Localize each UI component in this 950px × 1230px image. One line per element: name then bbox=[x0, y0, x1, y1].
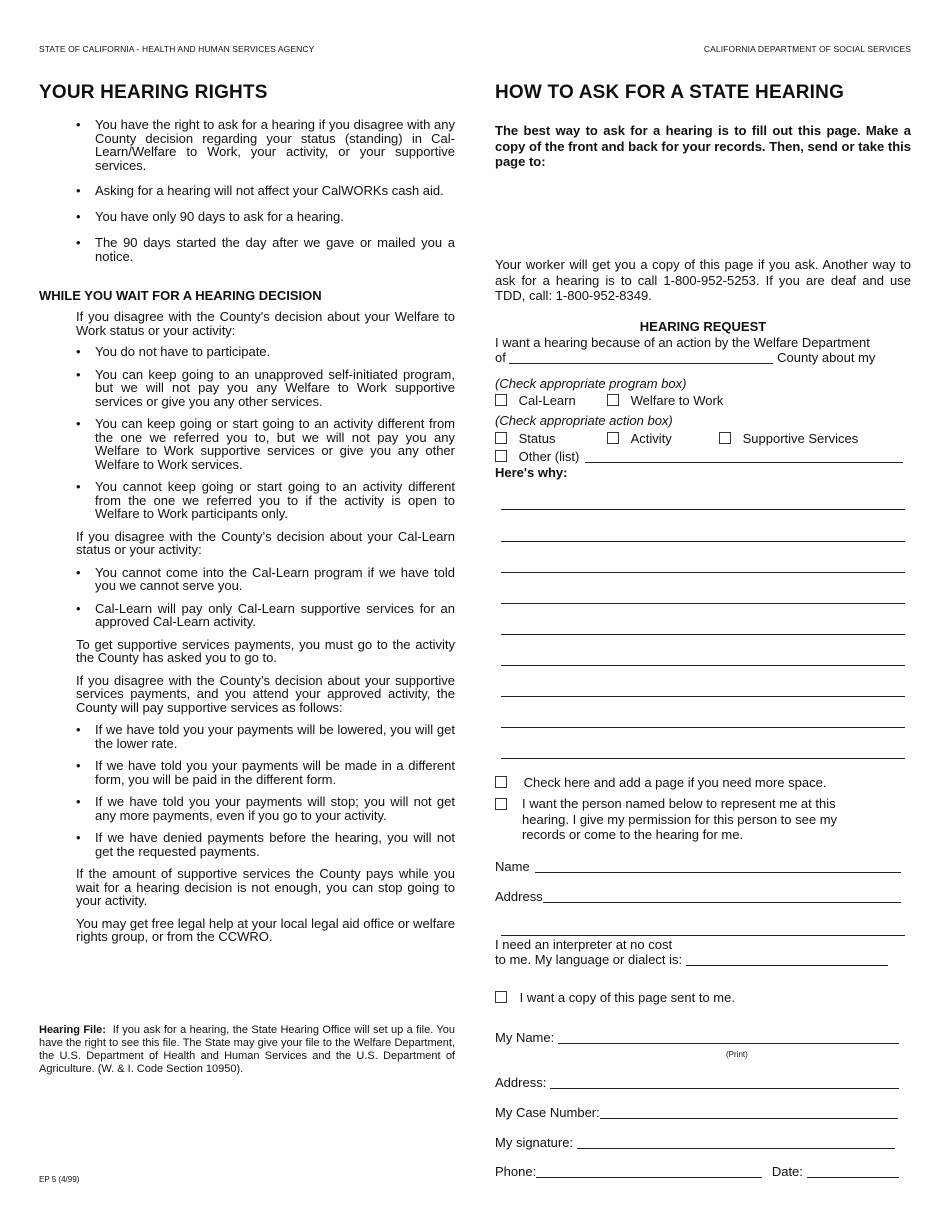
more-space-label: Check here and add a page if you need more space. bbox=[523, 775, 827, 790]
welfare-to-work-checkbox[interactable] bbox=[607, 394, 619, 406]
list-item: • If we have told you your payments will be lowered, you will get the lower rate. bbox=[39, 723, 455, 750]
list-item: • You cannot come into the Cal-Learn program if we have told you we cannot serve you. bbox=[39, 566, 455, 593]
signature-label: My signature: bbox=[495, 1135, 574, 1150]
signature-field[interactable] bbox=[577, 1136, 895, 1149]
my-address-row bbox=[495, 1075, 899, 1090]
list-item: • The 90 days started the day after we gave or mailed you a notice. bbox=[39, 236, 455, 263]
phone-field[interactable] bbox=[536, 1165, 762, 1178]
address-field[interactable] bbox=[543, 890, 901, 903]
instructions-text: The best way to ask for a hearing is to fill out this page. Make a copy of the front and back for your records. Then, send or take this page to: bbox=[495, 123, 911, 169]
list-item: • You have the right to ask for a hearing if you disagree with any County decision regarding your status (standing) in Cal-Learn/Welfare to Work, your activity, or your supportive services. bbox=[39, 118, 455, 172]
represent-option bbox=[495, 796, 905, 843]
why-line[interactable] bbox=[501, 572, 905, 573]
legal-help-para: You may get free legal help at your local legal aid office or welfare rights group, or from the CCWRO. bbox=[76, 915, 455, 944]
county-line bbox=[495, 350, 875, 365]
payments-list bbox=[39, 723, 455, 858]
list-item: • Asking for a hearing will not affect your CalWORKs cash aid. bbox=[39, 184, 455, 198]
list-item: • You can keep going or start going to an activity different from the one we referred you to, but we will not pay you any Welfare to Work supportive services or give you any other Welfare to Work services. bbox=[39, 417, 455, 471]
address-row bbox=[495, 889, 901, 904]
welfare-to-work-label: Welfare to Work bbox=[630, 393, 724, 408]
status-checkbox[interactable] bbox=[495, 432, 507, 444]
wait-heading: WHILE YOU WAIT FOR A HEARING DECISION bbox=[39, 288, 322, 303]
supportive-para: To get supportive services payments, you must go to the activity the County has asked you to go to. bbox=[76, 636, 455, 665]
state-hearing-title: HOW TO ASK FOR A STATE HEARING bbox=[495, 82, 845, 103]
other-field[interactable] bbox=[585, 450, 903, 463]
copy-checkbox[interactable] bbox=[495, 991, 507, 1003]
hearing-file-note bbox=[39, 1024, 455, 1076]
supportive-services-label: Supportive Services bbox=[742, 431, 859, 446]
rights-list bbox=[39, 118, 455, 263]
date-field[interactable] bbox=[807, 1165, 899, 1178]
why-label: Here's why: bbox=[495, 465, 568, 480]
interpreter-label: to me. My language or dialect is: bbox=[495, 952, 683, 967]
welfare-option bbox=[607, 393, 723, 408]
print-label: (Print) bbox=[726, 1050, 748, 1059]
supportive-option bbox=[719, 431, 858, 446]
form-number: EP 5 (4/99) bbox=[39, 1175, 80, 1184]
county-about-label: County about my bbox=[777, 350, 876, 365]
wtw-intro: If you disagree with the County's decision about your Welfare to Work status or your activity: bbox=[76, 309, 455, 338]
wtw-list bbox=[39, 345, 455, 521]
my-address-label: Address: bbox=[495, 1075, 547, 1090]
name-label: Name bbox=[495, 859, 530, 874]
name-field[interactable] bbox=[535, 860, 901, 873]
phone-date-row bbox=[495, 1164, 899, 1179]
case-number-field[interactable] bbox=[600, 1106, 898, 1119]
hearing-request-title: HEARING REQUEST bbox=[639, 319, 767, 334]
hearing-rights-title: YOUR HEARING RIGHTS bbox=[39, 82, 268, 103]
why-line[interactable] bbox=[501, 509, 905, 510]
supportive-services-checkbox[interactable] bbox=[719, 432, 731, 444]
worker-phone-text: Your worker will get you a copy of this page if you ask. Another way to ask for a hearing is to call 1-800-952-5253. If you are deaf and use TDD, call: 1-800-952-8349. bbox=[495, 257, 911, 303]
hearing-file-text: If you ask for a hearing, the State Hearing Office will set up a file. You have the right to see this file. The State may give your file to the Welfare Department, the U.S. Department of Health and Human Services and the U.S. Department of Agriculture. (W. & I. Code Section 10950). bbox=[39, 1024, 455, 1075]
list-item: • If we have denied payments before the hearing, you will not get the requested payments. bbox=[39, 831, 455, 858]
case-number-label: My Case Number: bbox=[495, 1105, 600, 1120]
why-line[interactable] bbox=[501, 665, 905, 666]
payments-intro: If you disagree with the County’s decision about your supportive services payments, and you attend your approved activity, the County will pay supportive services as follows: bbox=[76, 672, 455, 715]
other-checkbox[interactable] bbox=[495, 450, 507, 462]
signature-row bbox=[495, 1135, 895, 1150]
department-header: CALIFORNIA DEPARTMENT OF SOCIAL SERVICES bbox=[703, 44, 911, 54]
program-options bbox=[495, 393, 576, 408]
copy-option bbox=[495, 990, 735, 1005]
why-line[interactable] bbox=[501, 634, 905, 635]
my-name-label: My Name: bbox=[495, 1030, 555, 1045]
activity-checkbox[interactable] bbox=[607, 432, 619, 444]
language-field[interactable] bbox=[686, 953, 888, 966]
other-label: Other (list) bbox=[518, 449, 580, 464]
amount-para: If the amount of supportive services the County pays while you wait for a hearing decision is not enough, you can stop going to your activity. bbox=[76, 866, 455, 908]
case-number-row bbox=[495, 1105, 898, 1120]
list-item: • You do not have to participate. bbox=[39, 345, 455, 359]
address-line-2[interactable] bbox=[501, 935, 905, 936]
hearing-rights-column bbox=[39, 82, 455, 944]
interpreter-row bbox=[495, 952, 888, 967]
list-item: • You can keep going to an unapproved self-initiated program, but we will not pay you any Welfare to Work supportive services or give you any other services. bbox=[39, 368, 455, 409]
cal-learn-list bbox=[39, 566, 455, 629]
why-line[interactable] bbox=[501, 727, 905, 728]
name-row bbox=[495, 859, 901, 874]
why-line[interactable] bbox=[501, 758, 905, 759]
represent-checkbox[interactable] bbox=[495, 798, 507, 810]
list-item: • You have only 90 days to ask for a hearing. bbox=[39, 210, 455, 224]
program-hint: (Check appropriate program box) bbox=[495, 376, 687, 391]
state-hearing-column bbox=[495, 82, 911, 1202]
action-hint: (Check appropriate action box) bbox=[495, 413, 673, 428]
phone-label: Phone: bbox=[495, 1164, 537, 1179]
more-space-checkbox[interactable] bbox=[495, 776, 507, 788]
hearing-file-label: Hearing File: bbox=[39, 1024, 106, 1036]
cal-learn-checkbox[interactable] bbox=[495, 394, 507, 406]
activity-option bbox=[607, 431, 672, 446]
agency-header: STATE OF CALIFORNIA - HEALTH AND HUMAN SERVICES AGENCY bbox=[39, 44, 315, 54]
why-line[interactable] bbox=[501, 603, 905, 604]
other-option bbox=[495, 449, 903, 464]
of-label: of bbox=[495, 350, 506, 365]
interpreter-line-1: I need an interpreter at no cost bbox=[495, 937, 673, 952]
status-option bbox=[495, 431, 555, 446]
why-line[interactable] bbox=[501, 541, 905, 542]
my-name-row bbox=[495, 1030, 899, 1045]
activity-label: Activity bbox=[630, 431, 672, 446]
cal-learn-intro: If you disagree with the County’s decision about your Cal-Learn status or your activity: bbox=[76, 528, 455, 557]
list-item: • You cannot keep going or start going to an activity different from the one we referred you to if the activity is open to Welfare to Work participants only. bbox=[39, 480, 455, 521]
cal-learn-label: Cal-Learn bbox=[518, 393, 576, 408]
why-line[interactable] bbox=[501, 696, 905, 697]
status-label: Status bbox=[518, 431, 556, 446]
my-address-field[interactable] bbox=[550, 1076, 899, 1089]
county-field[interactable] bbox=[509, 351, 773, 364]
represent-label: I want the person named below to represent me at this hearing. I give my permission for this person to see my records or come to the hearing for me. bbox=[522, 796, 838, 842]
my-name-field[interactable] bbox=[558, 1031, 899, 1044]
list-item: • If we have told you your payments will stop; you will not get any more payments, even if you go to your activity. bbox=[39, 795, 455, 822]
date-label: Date: bbox=[771, 1164, 803, 1179]
list-item: • If we have told you your payments will be made in a different form, you will be paid in the different form. bbox=[39, 759, 455, 786]
copy-label: I want a copy of this page sent to me. bbox=[519, 990, 735, 1005]
request-line: I want a hearing because of an action by the Welfare Department bbox=[495, 335, 870, 350]
more-space-option bbox=[495, 775, 826, 790]
list-item: • Cal-Learn will pay only Cal-Learn supportive services for an approved Cal-Learn activity. bbox=[39, 602, 455, 629]
address-label: Address bbox=[495, 889, 543, 904]
